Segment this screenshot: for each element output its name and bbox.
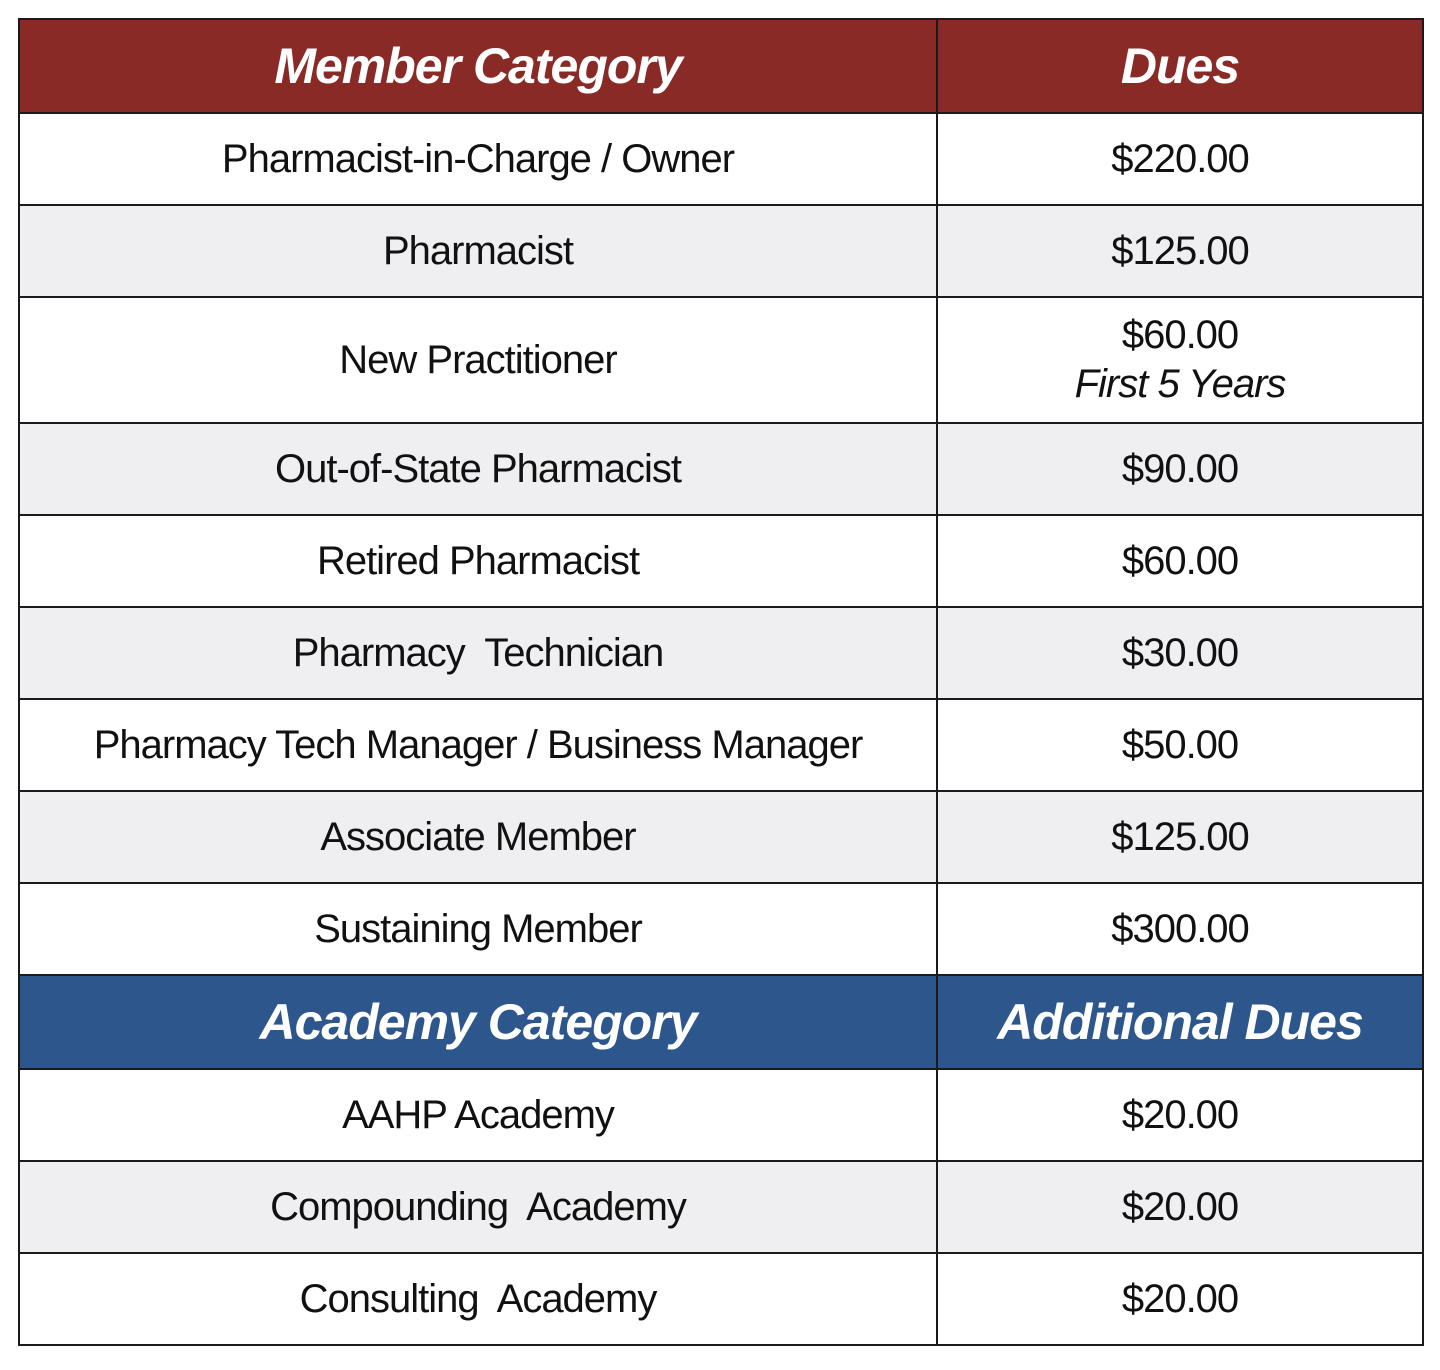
category-cell: Pharmacist: [19, 205, 937, 297]
dues-cell: $60.00: [937, 515, 1423, 607]
table-row: [19, 1161, 1423, 1253]
academy-header-row: [19, 975, 1423, 1069]
dues-cell: $125.00: [937, 205, 1423, 297]
dues-cell: $220.00: [937, 113, 1423, 205]
dues-cell: $20.00: [937, 1253, 1423, 1345]
academy-dues-header: Additional Dues: [937, 975, 1423, 1069]
dues-cell: $20.00: [937, 1161, 1423, 1253]
member-header-row: [19, 19, 1423, 113]
table-row: [19, 699, 1423, 791]
category-cell: New Practitioner: [19, 297, 937, 423]
category-cell: Pharmacy Technician: [19, 607, 937, 699]
table-row: [19, 515, 1423, 607]
category-cell: Pharmacy Tech Manager / Business Manager: [19, 699, 937, 791]
dues-note: First 5 Years: [1074, 362, 1286, 406]
table-row: [19, 607, 1423, 699]
dues-cell: $50.00: [937, 699, 1423, 791]
dues-cell: $300.00: [937, 883, 1423, 975]
category-cell: Pharmacist-in-Charge / Owner: [19, 113, 937, 205]
category-cell: Sustaining Member: [19, 883, 937, 975]
table-row: [19, 1069, 1423, 1161]
table-row: [19, 883, 1423, 975]
category-cell: Out-of-State Pharmacist: [19, 423, 937, 515]
member-dues-header: Dues: [937, 19, 1423, 113]
table-row: [19, 1253, 1423, 1345]
category-cell: Consulting Academy: [19, 1253, 937, 1345]
dues-amount: $60.00: [1121, 313, 1239, 357]
member-category-header: Member Category: [19, 19, 937, 113]
dues-cell: $20.00: [937, 1069, 1423, 1161]
table-row: [19, 205, 1423, 297]
category-cell: Associate Member: [19, 791, 937, 883]
dues-cell: $125.00: [937, 791, 1423, 883]
category-cell: Compounding Academy: [19, 1161, 937, 1253]
academy-category-header: Academy Category: [19, 975, 937, 1069]
table-row: [19, 791, 1423, 883]
table-row: [19, 423, 1423, 515]
category-cell: AAHP Academy: [19, 1069, 937, 1161]
table-row: [19, 113, 1423, 205]
category-cell: Retired Pharmacist: [19, 515, 937, 607]
table-row: [19, 297, 1423, 423]
dues-table: [18, 18, 1424, 1346]
dues-cell: $90.00: [937, 423, 1423, 515]
dues-cell: $30.00: [937, 607, 1423, 699]
dues-cell: [937, 297, 1423, 423]
